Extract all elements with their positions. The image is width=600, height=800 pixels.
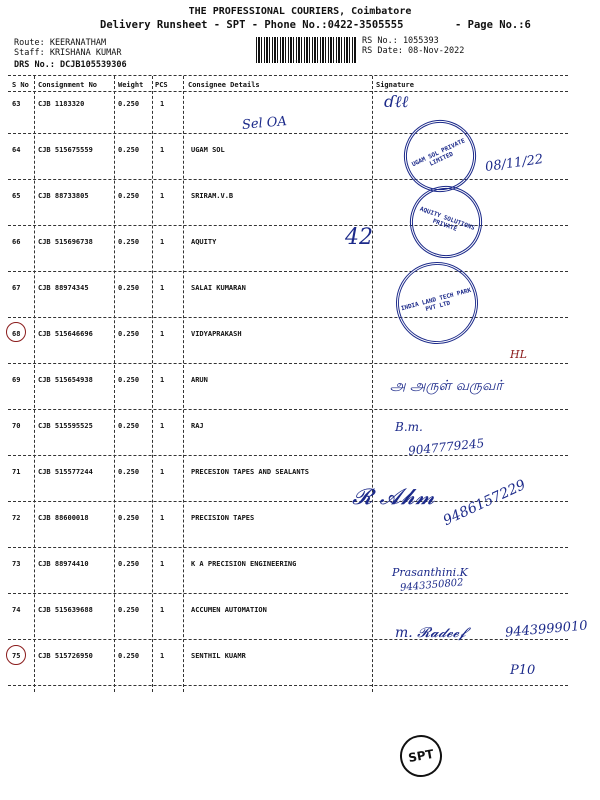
row-weight: 0.250	[118, 330, 140, 338]
signature-63: ɗℓℓ	[384, 92, 409, 111]
row-divider	[8, 593, 568, 594]
row-sno: 63	[12, 100, 21, 108]
row-divider	[8, 225, 568, 226]
row-sno: 66	[12, 238, 21, 246]
row-weight: 0.250	[118, 652, 140, 660]
col-header-pcs: PCS	[155, 81, 168, 89]
route: Route: KEERANATHAM	[14, 38, 107, 48]
row-weight: 0.250	[118, 560, 140, 568]
row-weight: 0.250	[118, 192, 140, 200]
row-consignee: SRIRAM.V.B	[191, 192, 234, 200]
row-weight: 0.250	[118, 146, 140, 154]
col-header-signature: Signature	[376, 81, 414, 89]
row-consignment-no: CJB 88974410	[38, 560, 89, 568]
row-divider	[8, 547, 568, 548]
row-pcs: 1	[160, 376, 165, 384]
row-sno: 75	[12, 652, 21, 660]
company-stamp-1: UGAM SOL PRIVATE LIMITED	[392, 108, 488, 204]
row-consignment-no: CJB 515675559	[38, 146, 93, 154]
company-stamp-3: INDIA LAND TECH PARK PVT LTD	[387, 253, 487, 353]
row-weight: 0.250	[118, 468, 140, 476]
handwritten-phone-70: 9047779245	[407, 436, 485, 458]
row-divider	[8, 363, 568, 364]
row-sno: 65	[12, 192, 21, 200]
circle-mark-68	[6, 322, 26, 342]
signature-66: 42	[345, 225, 373, 250]
row-divider	[8, 409, 568, 410]
company-stamp-2: AQUITY SOLUTIONS PRIVATE	[400, 176, 492, 268]
handwritten-phone-71: 9486157229	[440, 476, 529, 530]
staff: Staff: KRISHANA KUMAR	[14, 48, 122, 58]
row-consignee: ARUN	[191, 376, 208, 384]
row-pcs: 1	[160, 514, 165, 522]
row-weight: 0.250	[118, 422, 140, 430]
table-row	[0, 419, 600, 465]
row-divider	[8, 317, 568, 318]
signature-74: m. 𝓡𝓪𝓭𝓮𝓮𝓯	[395, 625, 466, 641]
row-pcs: 1	[160, 560, 165, 568]
row-consignee: K A PRECISION ENGINEERING	[191, 560, 297, 568]
row-consignee: SENTHIL KUAMR	[191, 652, 246, 660]
row-consignee: AQUITY	[191, 238, 217, 246]
row-consignment-no: CJB 88974345	[38, 284, 89, 292]
row-consignee: PRECISION TAPES	[191, 514, 255, 522]
barcode	[256, 37, 356, 63]
handwritten-phone-75: 9443999010	[504, 618, 589, 641]
table-row	[0, 511, 600, 557]
signature-71: 𝓡 𝓐𝓱𝓶	[352, 485, 435, 510]
row-consignment-no: CJB 88600018	[38, 514, 89, 522]
row-consignee: SALAI KUMARAN	[191, 284, 246, 292]
row-weight: 0.250	[118, 376, 140, 384]
row-weight: 0.250	[118, 238, 140, 246]
page-number: - Page No.:6	[455, 19, 531, 31]
col-header-weight: Weight	[118, 81, 144, 89]
handwritten-note-63: Sel OA	[241, 114, 288, 133]
row-consignee: UGAM SOL	[191, 146, 225, 154]
row-consignment-no: CJB 515654938	[38, 376, 93, 384]
row-pcs: 1	[160, 100, 165, 108]
handwritten-date-64: 08/11/22	[484, 152, 545, 175]
drs-number: DRS No.: DCJB105539306	[14, 60, 127, 70]
row-consignee: RAJ	[191, 422, 204, 430]
row-sno: 64	[12, 146, 21, 154]
row-sno: 69	[12, 376, 21, 384]
row-pcs: 1	[160, 284, 165, 292]
table-row	[0, 373, 600, 419]
col-header-consignee: Consignee Details	[188, 81, 260, 89]
table-row	[0, 557, 600, 603]
row-pcs: 1	[160, 330, 165, 338]
row-pcs: 1	[160, 606, 165, 614]
row-pcs: 1	[160, 192, 165, 200]
row-consignee: ACCUMEN AUTOMATION	[191, 606, 267, 614]
row-pcs: 1	[160, 652, 165, 660]
table-row	[0, 235, 600, 281]
rs-date: RS Date: 08-Nov-2022	[362, 46, 465, 56]
row-consignment-no: CJB 515726950	[38, 652, 93, 660]
handwritten-phone-73: 9443350802	[399, 577, 464, 594]
row-consignment-no: CJB 515696738	[38, 238, 93, 246]
row-sno: 70	[12, 422, 21, 430]
row-divider	[8, 133, 568, 134]
row-divider	[8, 271, 568, 272]
signature-70: B.m.	[395, 420, 423, 434]
row-sno: 73	[12, 560, 21, 568]
row-consignee: VIDYAPRAKASH	[191, 330, 242, 338]
table-row	[0, 281, 600, 327]
spt-stamp: SPT	[397, 732, 446, 781]
row-consignment-no: CJB 515646696	[38, 330, 93, 338]
row-weight: 0.250	[118, 100, 140, 108]
row-consignment-no: CJB 515639688	[38, 606, 93, 614]
row-sno: 67	[12, 284, 21, 292]
signature-69: அ அருள் வருவர்	[390, 378, 503, 394]
row-consignment-no: CJB 515577244	[38, 468, 93, 476]
row-consignment-no: CJB 1183320	[38, 100, 85, 108]
col-header-consignment: Consignment No	[38, 81, 98, 89]
row-sno: 74	[12, 606, 21, 614]
table-row	[0, 189, 600, 235]
row-consignment-no: CJB 515595525	[38, 422, 93, 430]
row-pcs: 1	[160, 238, 165, 246]
document-subtitle: Delivery Runsheet - SPT - Phone No.:0422-3505555	[100, 19, 404, 31]
row-sno: 72	[12, 514, 21, 522]
row-divider	[8, 179, 568, 180]
handwritten-mark-69: HL	[510, 348, 527, 361]
col-header-sno: S No	[12, 81, 29, 89]
rs-number: RS No.: 1055393	[362, 36, 439, 46]
row-divider	[8, 639, 568, 640]
row-consignee: PRECESION TAPES AND SEALANTS	[191, 468, 310, 476]
row-divider	[8, 455, 568, 456]
row-sno: 68	[12, 330, 21, 338]
table-row	[0, 97, 600, 143]
row-consignment-no: CJB 88733805	[38, 192, 89, 200]
circle-mark-75	[6, 645, 26, 665]
row-weight: 0.250	[118, 606, 140, 614]
row-divider	[8, 685, 568, 686]
row-pcs: 1	[160, 146, 165, 154]
row-pcs: 1	[160, 468, 165, 476]
document-title: THE PROFESSIONAL COURIERS, Coimbatore	[188, 6, 412, 17]
handwritten-note-75: P10	[510, 663, 536, 678]
handwritten-name-73: Prasanthini.K	[392, 566, 468, 579]
row-pcs: 1	[160, 422, 165, 430]
row-weight: 0.250	[118, 514, 140, 522]
row-weight: 0.250	[118, 284, 140, 292]
row-sno: 71	[12, 468, 21, 476]
